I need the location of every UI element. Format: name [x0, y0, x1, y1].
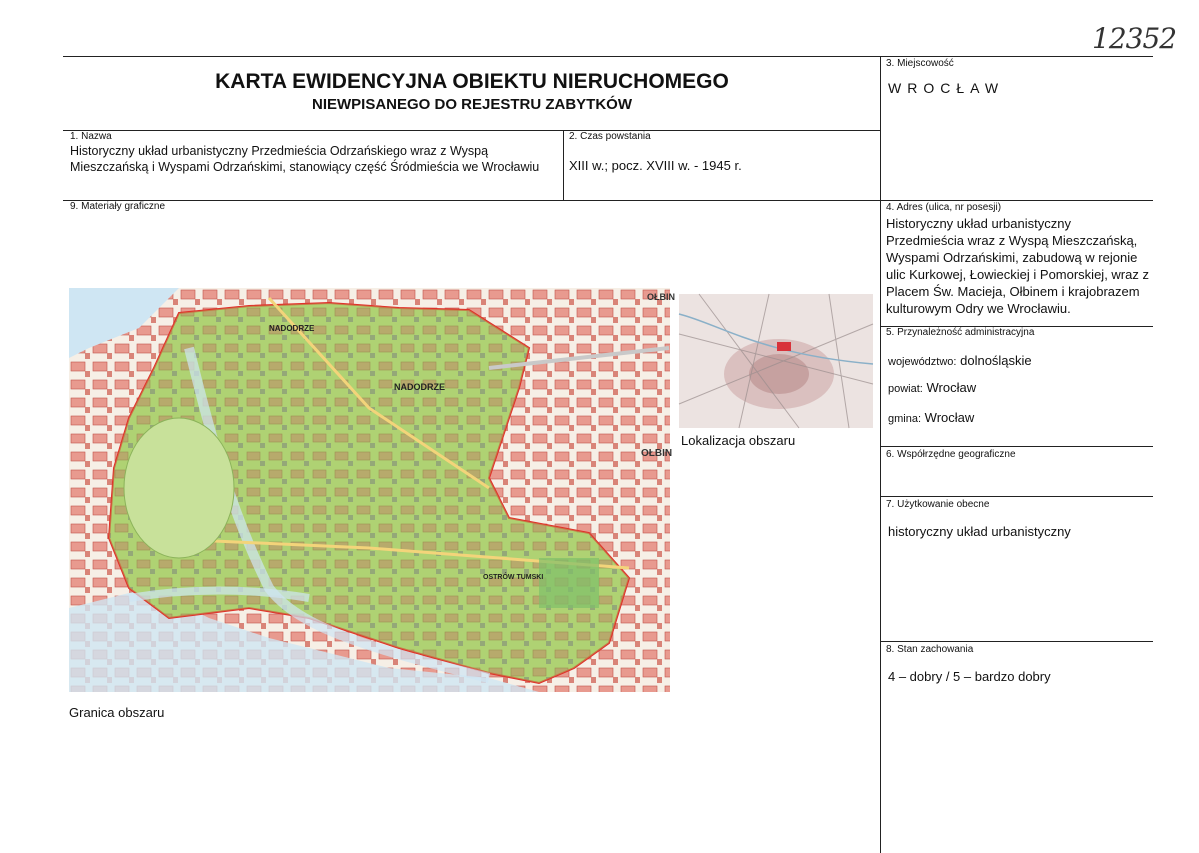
field-9-label: 9. Materiały graficzne [70, 201, 166, 212]
powiat-value: Wrocław [926, 380, 977, 395]
gmina-label: gmina: [888, 413, 922, 425]
divider-header-bottom [63, 130, 881, 131]
divider-7 [880, 496, 1153, 497]
field-3-value: WROCŁAW [888, 80, 1005, 96]
divider-vertical-main [880, 56, 881, 853]
field-7-label: 7. Użytkowanie obecne [886, 499, 990, 510]
field-2-label: 2. Czas powstania [569, 131, 651, 142]
field-5-gmina [888, 410, 974, 425]
map-label-olbin-right: OŁBIN [641, 448, 673, 459]
field-5-powiat [888, 380, 976, 395]
divider-6 [880, 446, 1153, 447]
archive-number: 12352 [1092, 22, 1177, 55]
field-5-wojewodztwo [888, 353, 1032, 368]
location-map [679, 294, 873, 428]
field-3-label: 3. Miejscowość [886, 58, 954, 69]
map-label-ostrow: OSTRÓW TUMSKI [483, 574, 544, 581]
field-1-value: Historyczny układ urbanistyczny Przedmieścia Odrzańskiego wraz z Wyspą Mieszczańską i Wyspami Odrzańskimi, stanowiący część Śródmieścia we Wrocławiu [70, 144, 540, 174]
field-2-value: XIII w.; pocz. XVIII w. - 1945 r. [569, 158, 742, 173]
main-map-caption: Granica obszaru [69, 705, 165, 720]
map-label-nadodrze-top: NADODRZE [269, 324, 315, 333]
wojewodztwo-label: województwo: [888, 356, 957, 368]
field-1-label: 1. Nazwa [70, 131, 112, 142]
divider-vertical-name [563, 130, 564, 200]
wojewodztwo-value: dolnośląskie [960, 353, 1032, 368]
divider-top [63, 56, 1153, 57]
main-area-map [69, 288, 675, 692]
field-4-value: Historyczny układ urbanistyczny Przedmieścia wraz z Wyspą Mieszczańską, Wyspami Odrzańskimi, zabudową w rejonie ulic Kurkowej, Łowieckiej i Pomorskiej, wraz z Placem Św. Macieja, Ołbinem i krajobrazem kulturowym Odry we Wrocławiu. [886, 216, 1149, 316]
field-5-label: 5. Przynależność administracyjna [886, 327, 1035, 338]
divider-8 [880, 641, 1153, 642]
card-title: KARTA EWIDENCYJNA OBIEKTU NIERUCHOMEGO [215, 70, 729, 93]
field-4-label: 4. Adres (ulica, nr posesji) [886, 202, 1002, 213]
field-8-label: 8. Stan zachowania [886, 644, 974, 655]
field-7-value: historyczny układ urbanistyczny [888, 524, 1071, 539]
map-label-nadodrze-center: NADODRZE [394, 382, 445, 392]
divider-name-bottom [63, 200, 1153, 201]
map-label-olbin-top: OŁBIN [647, 292, 675, 302]
card-subtitle: NIEWPISANEGO DO REJESTRU ZABYTKÓW [311, 96, 633, 113]
location-map-caption: Lokalizacja obszaru [681, 433, 796, 448]
powiat-label: powiat: [888, 383, 923, 395]
field-6-label: 6. Współrzędne geograficzne [886, 449, 1016, 460]
field-8-value: 4 – dobry / 5 – bardzo dobry [888, 669, 1051, 684]
gmina-value: Wrocław [924, 410, 975, 425]
